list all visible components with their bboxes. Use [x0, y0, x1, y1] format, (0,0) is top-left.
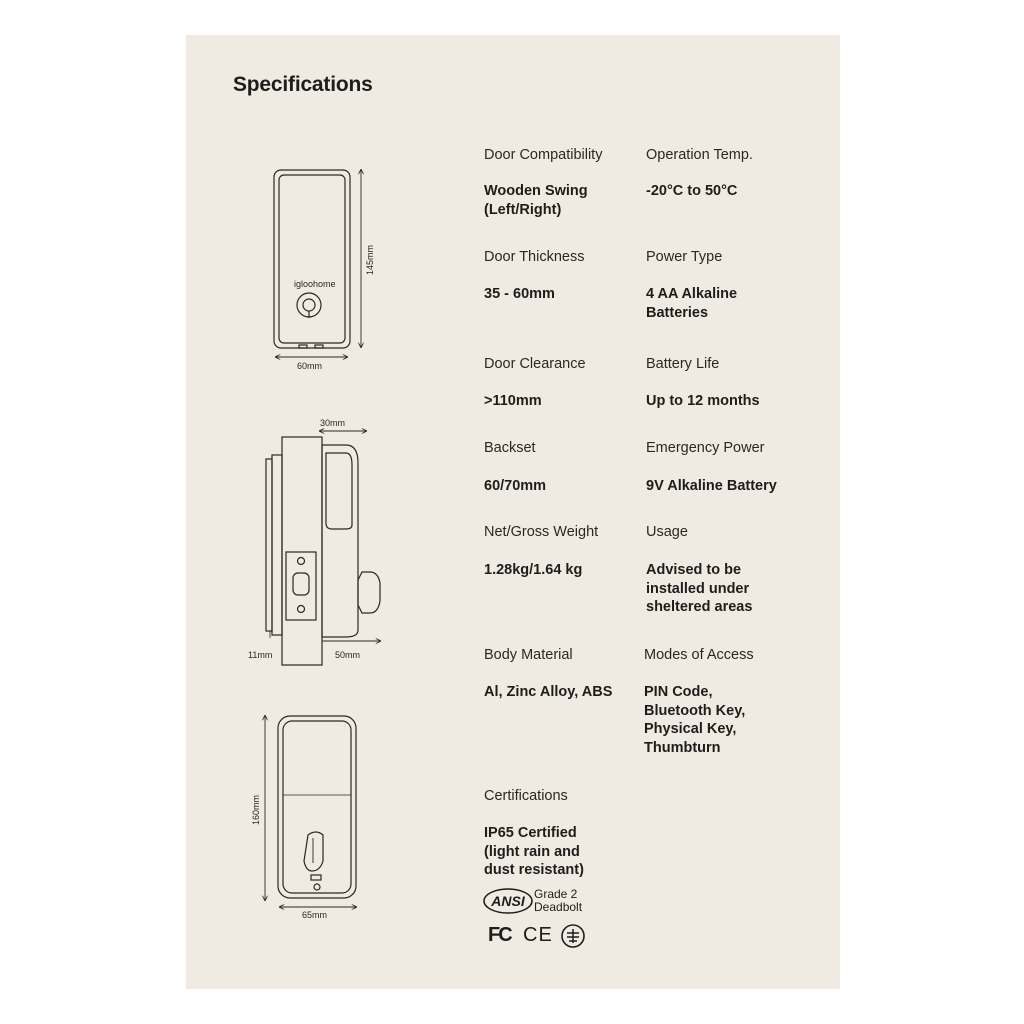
- back-view-drawing: [265, 716, 356, 907]
- spec-value-certifications: IP65 Certified (light rain and dust resistant): [484, 825, 584, 878]
- spec-label-certifications: Certifications: [484, 788, 568, 804]
- spec-label-weight: Net/Gross Weight: [484, 524, 599, 540]
- ansi-grade-text: Grade 2: [534, 887, 578, 901]
- spec-label-door-thickness: Door Thickness: [484, 249, 585, 265]
- back-height-dim: 160mm: [251, 794, 261, 825]
- ce-mark-icon: CE: [523, 924, 553, 946]
- side-view-drawing: [266, 431, 380, 665]
- spec-value-usage: Advised to be installed under sheltered areas: [646, 562, 753, 615]
- page-title: Specifications: [233, 73, 373, 96]
- spec-label-usage: Usage: [646, 524, 688, 540]
- spec-label-door-compatibility: Door Compatibility: [484, 147, 603, 163]
- spec-label-battery-life: Battery Life: [646, 356, 720, 372]
- spec-value-weight: 1.28kg/1.64 kg: [484, 562, 583, 578]
- front-height-dim: 145mm: [365, 244, 375, 275]
- spec-label-operation-temp: Operation Temp.: [646, 147, 753, 163]
- spec-value-modes-of-access: PIN Code, Bluetooth Key, Physical Key, Thumbturn: [644, 684, 746, 756]
- side-depth-bottom-dim: 50mm: [335, 650, 361, 660]
- spec-label-body-material: Body Material: [484, 647, 573, 663]
- spec-value-body-material: Al, Zinc Alloy, ABS: [484, 684, 613, 700]
- safety-certification-icon: [560, 923, 586, 949]
- ansi-deadbolt-text: Deadbolt: [534, 900, 583, 914]
- spec-value-power-type: 4 AA Alkaline Batteries: [646, 286, 738, 321]
- ansi-logo-icon: [482, 886, 534, 916]
- spec-value-battery-life: Up to 12 months: [646, 393, 760, 409]
- spec-value-operation-temp: -20°C to 50°C: [646, 183, 738, 199]
- spec-value-door-compatibility: Wooden Swing (Left/Right): [484, 183, 588, 218]
- spec-value-emergency-power: 9V Alkaline Battery: [646, 478, 777, 494]
- front-brand-text: igloohome: [294, 279, 336, 289]
- front-view-drawing: [274, 170, 361, 357]
- spec-label-power-type: Power Type: [646, 249, 723, 265]
- side-depth-top-dim: 30mm: [320, 418, 346, 428]
- spec-value-backset: 60/70mm: [484, 478, 547, 494]
- fcc-mark-icon: FC: [488, 924, 511, 946]
- spec-value-door-thickness: 35 - 60mm: [484, 286, 555, 302]
- spec-label-door-clearance: Door Clearance: [484, 356, 586, 372]
- spec-sheet: [186, 35, 840, 989]
- spec-label-emergency-power: Emergency Power: [646, 440, 765, 456]
- ansi-logo-text: ANSI: [491, 893, 525, 909]
- front-width-dim: 60mm: [297, 361, 323, 371]
- side-left-offset-dim: 11mm: [248, 650, 273, 660]
- back-width-dim: 65mm: [302, 910, 328, 920]
- spec-label-backset: Backset: [484, 440, 536, 456]
- spec-label-modes-of-access: Modes of Access: [644, 647, 754, 663]
- spec-value-door-clearance: >110mm: [484, 393, 542, 409]
